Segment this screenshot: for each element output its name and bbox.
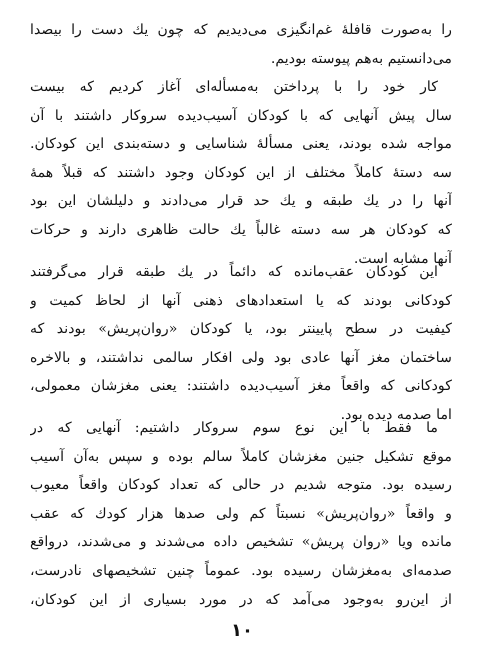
text-line: کودکانی که واقعاً مغز آسیب‌دیده داشتند: یعنی مغزشان معمولی، <box>30 378 452 395</box>
text-line: سه دستهٔ کاملاً مختلف از این کودکان وجود داشتند که قبلاً همهٔ <box>30 164 452 181</box>
paragraph-2 <box>30 73 452 273</box>
text-line: و واقعاً «روان‌پریش» نسبتاً کم ولی صدها هزار کودك که عقب‌ <box>30 505 452 522</box>
text-line: این کودکان عقب‌مانده که دائماً در یك طبقه قرار می‌گرفتند <box>30 264 438 280</box>
text-line: مواجه شده بودند، یعنی مسألهٔ شناسایی و دسته‌بندی این کودکان. <box>30 136 452 153</box>
page-number: ۱۰ <box>231 620 253 641</box>
paragraph-3 <box>30 258 452 430</box>
text-line: صدمه‌ای به‌مغزشان رسیده بود. عموماً چنین تشخیصهای نادرست، <box>30 562 452 579</box>
text-line: اما صدمه دیده بود. <box>340 406 452 423</box>
text-line: از این‌رو به‌وجود می‌آمد که در مورد بسیاری از این کودکان، <box>30 591 452 608</box>
text-line: ساختمان مغز آنها عادی بود ولی افکار سالمی نداشتند، و بالاخره <box>30 349 452 366</box>
text-line: موقع تشکیل جنین مغزشان کاملاً سالم بوده و سپس به‌آن آسیب <box>30 448 452 465</box>
text-line: مانده ویا «روان پریش» تشخیص داده می‌شدند و می‌شدند، درواقع <box>30 534 452 551</box>
text-line: سال پیش آنهایی که با کودکان آسیب‌دیده سروکار داشتند با آن <box>30 107 452 124</box>
text-line: کیفیت در سطح پایینتر بود، یا کودکان «روان‌پریش» بودند که <box>30 321 452 338</box>
text-line: کودکانی بودند که یا استعدادهای ذهنی آنها از لحاظ کمیت و <box>30 292 452 309</box>
text-line: می‌دانستیم به‌هم پیوسته بودیم. <box>270 50 452 67</box>
paragraph-1 <box>30 16 452 73</box>
text-line: آنها را در یك طبقه و یك حد قرار می‌دادند و دلیلشان این بود <box>30 193 452 210</box>
paragraph-4 <box>30 414 452 614</box>
text-line: ما فقط با این نوع سوم سروکار داشتیم: آنهایی که در <box>30 420 438 436</box>
text-line: کار خود را با پرداختن به‌مسأله‌ای آغاز کردیم که بیست <box>30 79 438 95</box>
text-line: که کودکان هر سه دسته غالباً یك حالت ظاهری دارند و حرکات <box>30 221 452 238</box>
text-line: را به‌صورت قافلهٔ غم‌انگیزی می‌دیدیم که چون یك دست را بیصدا <box>30 22 452 38</box>
text-line: رسیده بود. متوجه شدیم در حالی که تعداد کودکان واقعاً معیوب <box>30 477 452 494</box>
text-line: آنها مشابه است. <box>353 250 452 267</box>
